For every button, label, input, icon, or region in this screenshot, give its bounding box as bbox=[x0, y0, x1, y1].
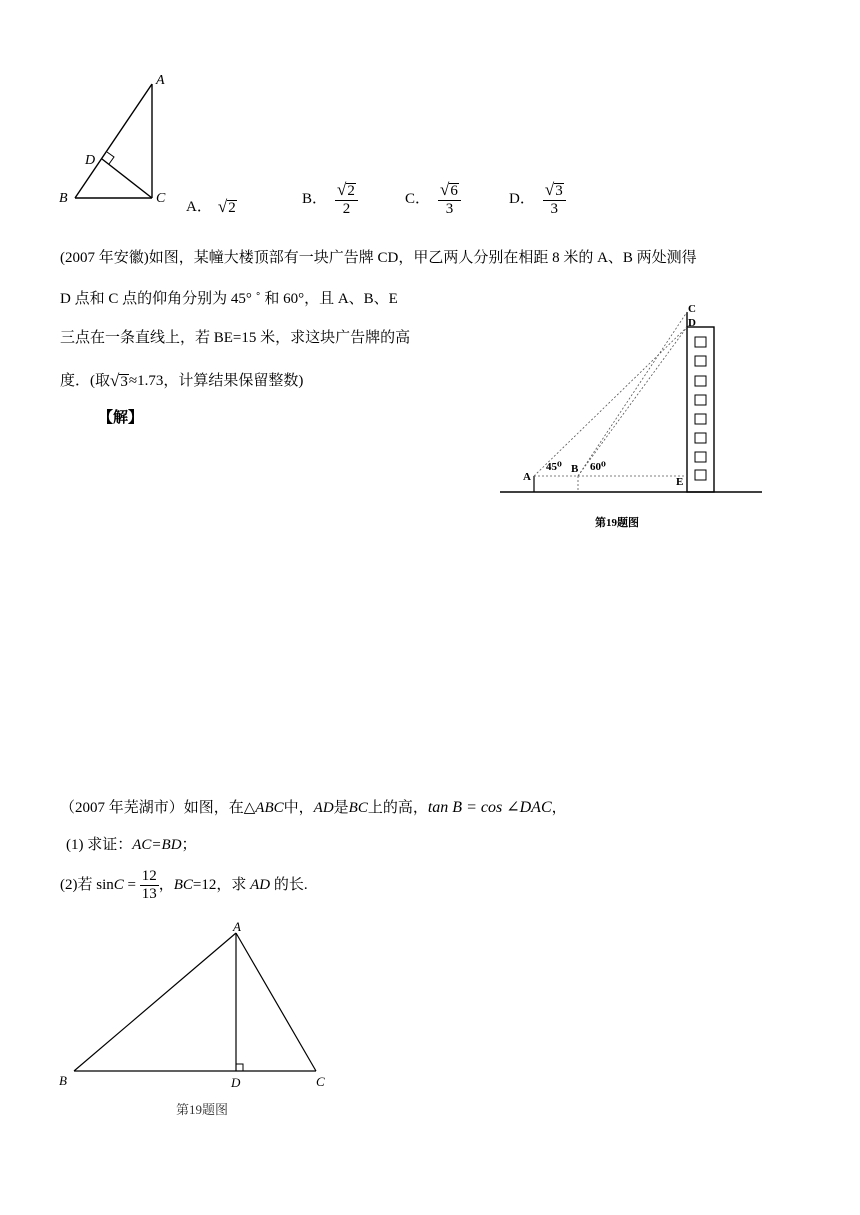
q3-ad: AD bbox=[313, 800, 334, 816]
q3-line-1-mid1: 中， bbox=[283, 800, 314, 816]
option-d-label: D． bbox=[509, 190, 535, 207]
angle-60-label: 60⁰ bbox=[590, 461, 606, 473]
label-a: A bbox=[233, 919, 241, 934]
segment-ac bbox=[236, 933, 316, 1071]
building-window bbox=[695, 395, 706, 405]
label-c: C bbox=[316, 1074, 325, 1089]
figure-3-caption: 第19题图 bbox=[176, 1102, 229, 1117]
q3-triangle-abc: ABC bbox=[255, 800, 284, 816]
segment-ab bbox=[74, 933, 236, 1071]
option-a-value: √ 2 bbox=[217, 197, 236, 216]
sightline-b-d bbox=[578, 327, 687, 476]
q3-fraction-numerator: 12 bbox=[141, 868, 157, 884]
q3-part-1 bbox=[66, 838, 197, 853]
option-a bbox=[186, 198, 237, 216]
label-b: B bbox=[59, 191, 68, 206]
option-c-label: C． bbox=[405, 190, 431, 207]
q3-line-1-end: ， bbox=[551, 800, 567, 816]
right-angle-mark bbox=[236, 1064, 243, 1071]
q3-part-1-label: (1) 求证： bbox=[66, 837, 133, 853]
figure-3-triangle bbox=[50, 915, 350, 1125]
option-d-denominator: 3 bbox=[550, 201, 559, 217]
q3-line-1-pre: （2007 年芜湖市）如图，在△ bbox=[60, 800, 256, 816]
q2-line-4-post: ≈1.73，计算结果保留整数) bbox=[128, 372, 304, 389]
label-e: E bbox=[676, 476, 684, 488]
building-window bbox=[695, 376, 706, 386]
option-a-label: A． bbox=[186, 198, 212, 215]
q3-bc: BC bbox=[348, 800, 368, 816]
q2-sqrt3: √ 3 bbox=[110, 371, 128, 390]
option-a-radicand: 2 bbox=[228, 200, 236, 216]
q2-line-4-pre: 度．(取 bbox=[60, 372, 110, 389]
building-window bbox=[695, 452, 706, 462]
label-d: D bbox=[85, 153, 96, 168]
option-c-radicand: 6 bbox=[450, 183, 458, 199]
building-window bbox=[695, 337, 706, 347]
q3-part-2-eq: = bbox=[123, 877, 140, 893]
q2-line-2: D 点和 C 点的仰角分别为 45° ˚ 和 60°，且 A、B、E bbox=[60, 291, 398, 307]
q3-line-1 bbox=[60, 800, 567, 816]
q3-formula: tan B = cos ∠DAC bbox=[427, 799, 552, 816]
q3-part-2 bbox=[60, 869, 308, 902]
option-b-label: B． bbox=[302, 190, 328, 207]
q3-part-1-equation: AC=BD bbox=[132, 837, 182, 853]
label-b: B bbox=[571, 463, 579, 475]
building-window bbox=[695, 433, 706, 443]
q3-line-1-mid3: 上的高， bbox=[367, 800, 428, 816]
q2-sqrt3-radicand: 3 bbox=[120, 374, 128, 390]
label-a: A bbox=[523, 471, 531, 483]
label-b: B bbox=[59, 1073, 67, 1088]
q2-line-4 bbox=[60, 372, 303, 390]
q2-line-1: (2007 年安徽)如图，某幢大楼顶部有一块广告牌 CD，甲乙两人分别在相距 8 米的 A、B 两处测得 bbox=[60, 250, 697, 266]
label-a: A bbox=[156, 73, 165, 88]
label-d: D bbox=[231, 1075, 241, 1090]
figure-2-caption: 第19题图 bbox=[595, 517, 639, 529]
option-b-value: √ 2 2 bbox=[335, 181, 358, 217]
option-d-value: √ 3 3 bbox=[543, 181, 566, 217]
right-angle-mark bbox=[107, 152, 114, 164]
option-b-radicand: 2 bbox=[347, 183, 355, 199]
option-c-denominator: 3 bbox=[445, 201, 454, 217]
label-d: D bbox=[688, 317, 696, 329]
q3-part-2-post1: ， bbox=[158, 877, 174, 893]
label-c: C bbox=[688, 303, 696, 315]
q3-sin-fraction bbox=[140, 869, 159, 902]
option-c bbox=[405, 181, 461, 217]
sightline-b-c bbox=[578, 312, 687, 476]
building-window bbox=[695, 356, 706, 366]
q3-part-2-bc: BC bbox=[173, 877, 193, 893]
label-c: C bbox=[156, 191, 166, 206]
option-d bbox=[509, 181, 566, 217]
segment-ab bbox=[75, 84, 152, 198]
option-b-denominator: 2 bbox=[342, 201, 351, 217]
figure-1-triangle bbox=[55, 70, 175, 210]
segment-cd bbox=[102, 159, 152, 198]
q3-line-1-mid2: 是 bbox=[333, 800, 349, 816]
figure-2-building bbox=[495, 300, 770, 535]
option-b bbox=[302, 181, 358, 217]
angle-45-label: 45⁰ bbox=[546, 461, 562, 473]
building bbox=[687, 327, 714, 492]
q2-solution-label: 【解】 bbox=[98, 410, 144, 426]
building-window bbox=[695, 414, 706, 424]
option-d-radicand: 3 bbox=[555, 183, 563, 199]
q3-fraction-denominator: 13 bbox=[141, 886, 157, 902]
q2-line-3: 三点在一条直线上，若 BE=15 米，求这块广告牌的高 bbox=[60, 330, 411, 346]
q3-part-2-c: C bbox=[113, 877, 124, 893]
q3-part-2-post3: 的长. bbox=[270, 877, 308, 893]
option-c-value: √ 6 3 bbox=[438, 181, 461, 217]
building-window bbox=[695, 470, 706, 480]
sightline-a-d bbox=[534, 327, 687, 476]
q3-part-2-post2: =12，求 bbox=[192, 877, 251, 893]
q3-part-1-end: ； bbox=[181, 837, 197, 853]
q3-part-2-ad: AD bbox=[250, 877, 271, 893]
q3-part-2-pre: (2)若 sin bbox=[60, 877, 114, 893]
